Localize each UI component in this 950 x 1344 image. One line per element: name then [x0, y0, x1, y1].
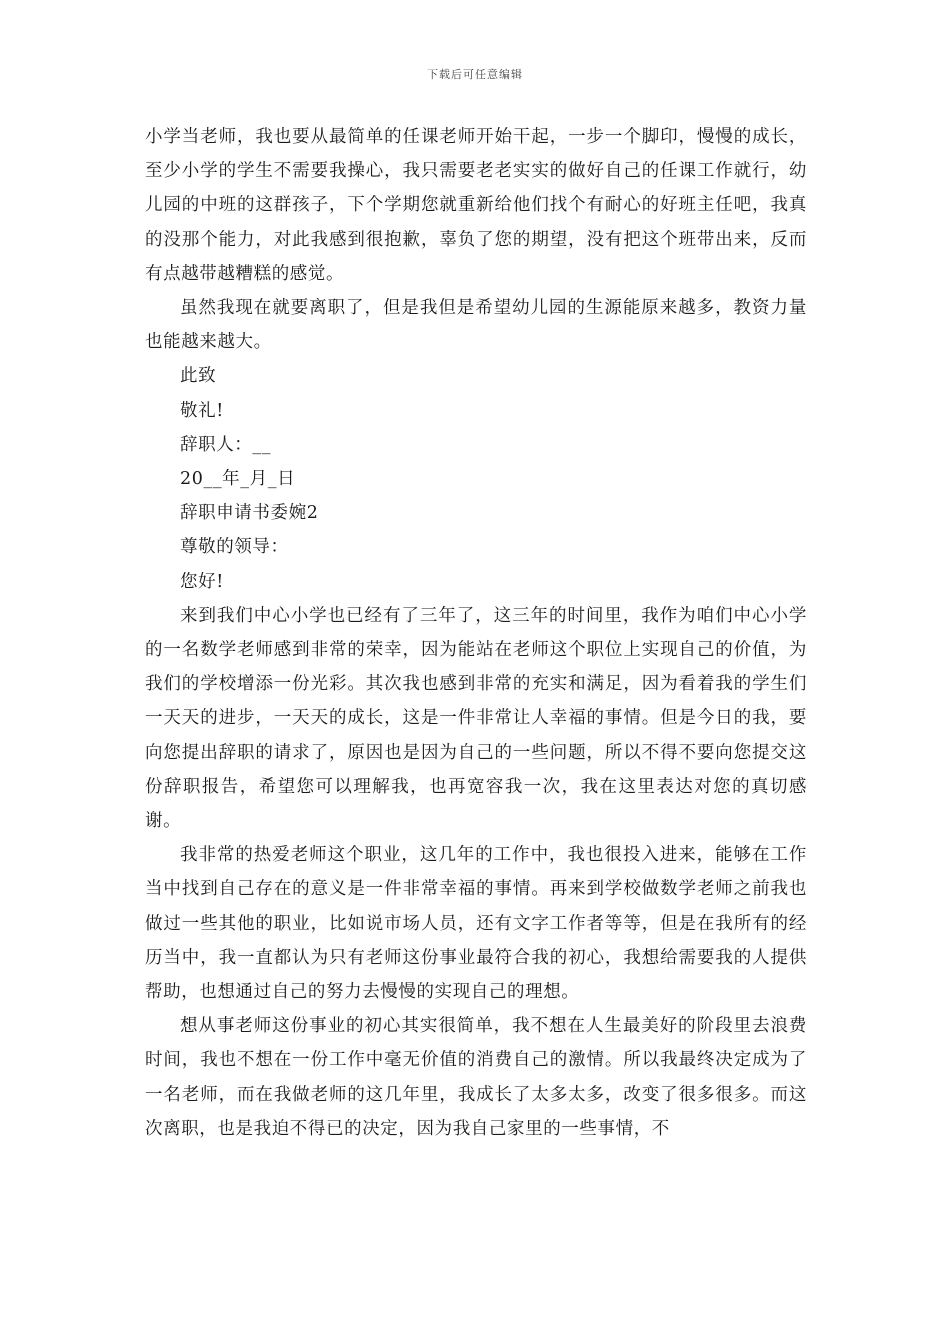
closing-salutation: 此致: [180, 366, 217, 387]
greeting-hello: 您好!: [180, 571, 224, 592]
paragraph: 我非常的热爱老师这个职业，这几年的工作中，我也很投入进来，能够在工作当中找到自己存在的意义是一件非常幸福的事情。再来到学校做数学老师之前我也做过一些其他的职业，比如说市场人员，还有文字工作者等等，但是在我所有的经历当中，我一直都认为只有老师这份事业最符合我的初心，我想给需要我的人提供帮助，也想通过自己的努力去慢慢的实现自己的理想。: [145, 845, 807, 1003]
date-line: 20__年_月_日: [180, 469, 296, 490]
paragraph: 小学当老师，我也要从最简单的任课老师开始干起，一步一个脚印，慢慢的成长，至少小学的学生不需要我操心，我只需要老老实实的做好自己的任课工作就行，幼儿园的中班的这群孩子，下个学期您就重新给他们找个有耐心的好班主任吧，我真的没那个能力，对此我感到很抱歉，辜负了您的期望，没有把这个班带出来，反而有点越带越糟糕的感觉。: [145, 127, 807, 284]
paragraph: 虽然我现在就要离职了，但是我但是希望幼儿园的生源能原来越多，教资力量也能越来越大。: [145, 298, 807, 353]
paragraph: 来到我们中心小学也已经有了三年了，这三年的时间里，我作为咱们中心小学的一名数学老师感到非常的荣幸，因为能站在老师这个职位上实现自己的价值，为我们的学校增添一份光彩。其次我也感到非常的充实和满足，因为看着我的学生们一天天的进步，一天天的成长，这是一件非常让人幸福的事情。但是今日的我，要向您提出辞职的请求了，原因也是因为自己的一些问题，所以不得不要向您提交这份辞职报告，希望您可以理解我，也再宽容我一次，我在这里表达对您的真切感谢。: [145, 605, 807, 832]
paragraph: 想从事老师这份事业的初心其实很简单，我不想在人生最美好的阶段里去浪费时间，我也不想在一份工作中毫无价值的消费自己的激情。所以我最终决定成为了一名老师，而在我做老师的这几年里，我成长了太多太多，改变了很多很多。而这次离职，也是我迫不得已的决定，因为我自己家里的一些事情，不: [145, 1016, 807, 1139]
closing-respect: 敬礼!: [180, 400, 224, 421]
section-title: 辞职申请书委婉2: [180, 503, 319, 524]
greeting: 尊敬的领导：: [180, 537, 289, 558]
document-body: [145, 120, 807, 1146]
signature-line: 辞职人：__: [180, 434, 272, 455]
page-header: 下载后可任意编辑: [427, 68, 523, 81]
